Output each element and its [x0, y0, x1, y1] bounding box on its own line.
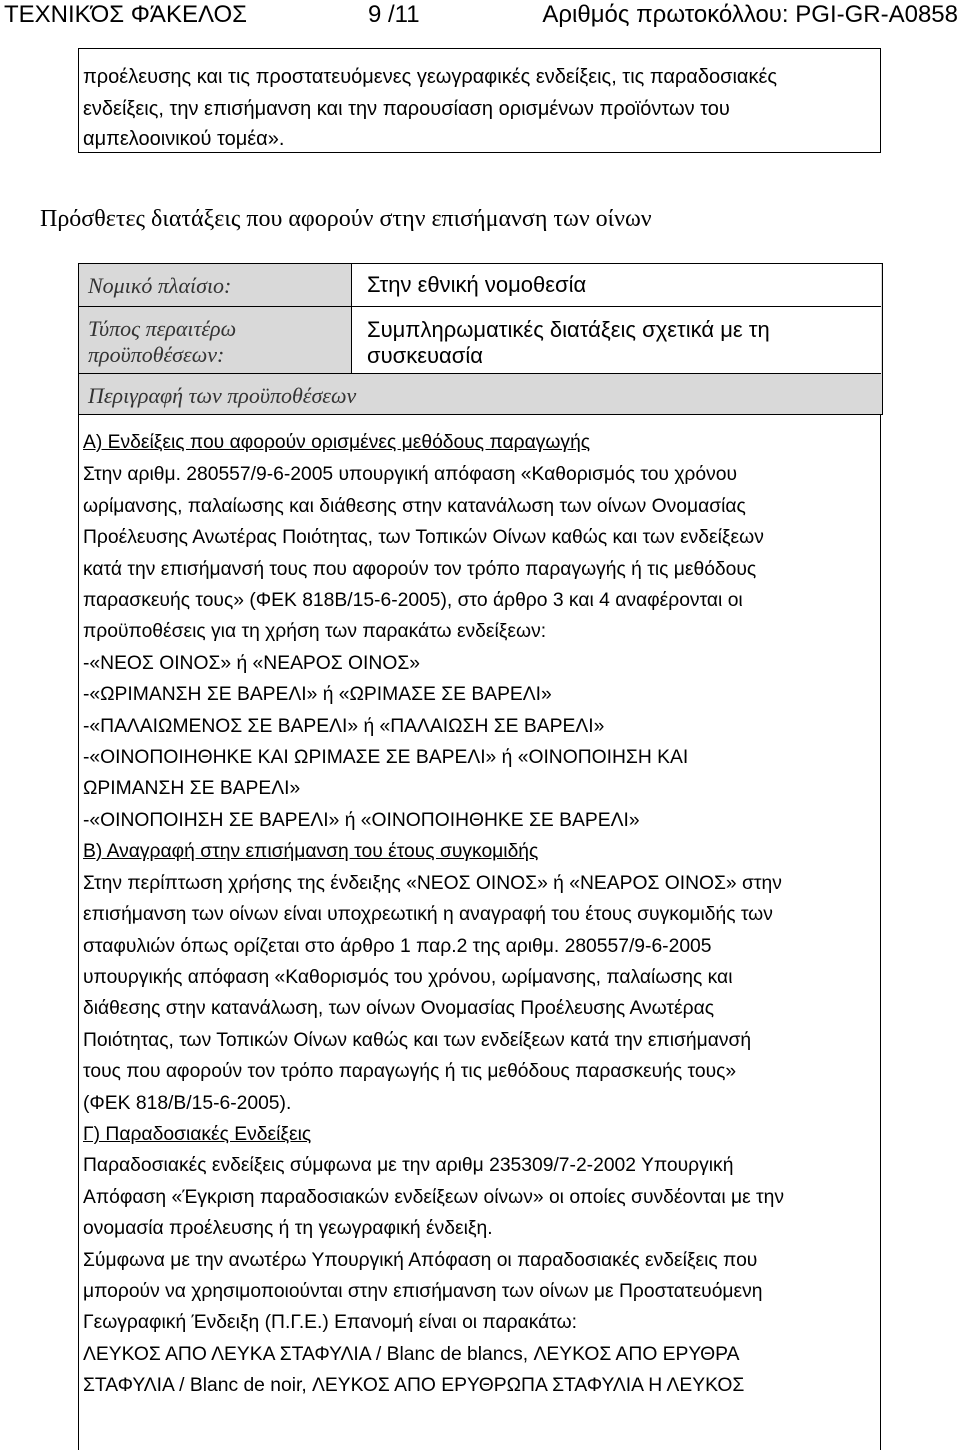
- conditions-table: [78, 263, 883, 415]
- subheading-b: Β) Αναγραφή στην επισήμανση του έτους συγκομιδής: [83, 841, 539, 862]
- document-type: ΤΕΧΝΙΚΌΣ ΦΆΚΕΛΟΣ: [4, 1, 247, 28]
- body-line: Γεωγραφική Ένδειξη (Π.Γ.Ε.) Επανομή είναι οι παρακάτω:: [83, 1312, 578, 1333]
- body-line: μπορούν να χρησιμοποιούνται στην επισήμανση των οίνων με Προστατευόμενη: [83, 1281, 763, 1302]
- body-line: επισήμανση των οίνων είναι υποχρεωτική η αναγραφή του έτους συγκομιδής των: [83, 904, 773, 925]
- subheading-a: Α) Ενδείξεις που αφορούν ορισμένες μεθόδους παραγωγής: [83, 432, 591, 453]
- intro-line: αμπελοοινικού τομέα».: [83, 128, 285, 150]
- body-line: ονομασία προέλευσης ή τη γεωγραφική ένδειξη.: [83, 1218, 493, 1239]
- list-item: -«ΩΡΙΜΑΝΣΗ ΣΕ ΒΑΡΕΛΙ» ή «ΩΡΙΜΑΣΕ ΣΕ ΒΑΡΕΛΙ»: [83, 684, 552, 705]
- page-number: 9 /11: [368, 1, 420, 28]
- description-label: Περιγραφή των προϋποθέσεων: [88, 383, 357, 408]
- body-line: κατά την επισήμανσή τους που αφορούν τον τρόπο παραγωγής ή τις μεθόδους: [83, 559, 757, 580]
- body-line: ΛΕΥΚΟΣ ΑΠΟ ΛΕΥΚΑ ΣΤΑΦΥΛΙΑ / Blanc de blancs, ΛΕΥΚΟΣ ΑΠΟ ΕΡΥΘΡΑ: [83, 1344, 740, 1365]
- list-item: -«ΝΕΟΣ ΟΙΝΟΣ» ή «ΝΕΑΡΟΣ ΟΙΝΟΣ»: [83, 653, 420, 674]
- intro-line: προέλευσης και τις προστατευόμενες γεωγραφικές ενδείξεις, τις παραδοσιακές: [83, 66, 778, 88]
- page-header: [0, 0, 960, 32]
- list-item: ΩΡΙΜΑΝΣΗ ΣΕ ΒΑΡΕΛΙ»: [83, 778, 301, 799]
- body-line: ΣΤΑΦΥΛΙΑ / Blanc de noir, ΛΕΥΚΟΣ ΑΠΟ ΕΡΥΘΡΩΠΑ ΣΤΑΦΥΛΙΑ Η ΛΕΥΚΟΣ: [83, 1375, 745, 1396]
- condition-type-value: συσκευασία: [367, 343, 483, 368]
- list-item: -«ΟΙΝΟΠΟΙΗΣΗ ΣΕ ΒΑΡΕΛΙ» ή «ΟΙΝΟΠΟΙΗΘΗΚΕ ΣΕ ΒΑΡΕΛΙ»: [83, 810, 640, 831]
- body-line: προϋποθέσεις για τη χρήση των παρακάτω ενδείξεων:: [83, 621, 547, 642]
- condition-type-value: Συμπληρωματικές διατάξεις σχετικά με τη: [367, 317, 770, 342]
- main-content: [78, 414, 881, 1450]
- intro-line: ενδείξεις, την επισήμανση και την παρουσίαση ορισμένων προϊόντων του: [83, 98, 730, 120]
- body-line: διάθεσης στην κατανάλωση, των οίνων Ονομασίας Προέλευσης Ανωτέρας: [83, 998, 715, 1019]
- intro-box: [78, 48, 881, 153]
- subheading-c: Γ) Παραδοσιακές Ενδείξεις: [83, 1124, 312, 1145]
- body-line: Σύμφωνα με την ανωτέρω Υπουργική Απόφαση οι παραδοσιακές ενδείξεις που: [83, 1250, 758, 1271]
- legal-framework-label: Νομικό πλαίσιο:: [88, 273, 232, 298]
- body-line: Παραδοσιακές ενδείξεις σύμφωνα με την αριθμ 235309/7-2-2002 Υπουργική: [83, 1155, 734, 1176]
- list-item: -«ΟΙΝΟΠΟΙΗΘΗΚΕ ΚΑΙ ΩΡΙΜΑΣΕ ΣΕ ΒΑΡΕΛΙ» ή «ΟΙΝΟΠΟΙΗΣΗ ΚΑΙ: [83, 747, 689, 768]
- body-line: παρασκευής τους» (ΦΕΚ 818Β/15-6-2005), στο άρθρο 3 και 4 αναφέρονται οι: [83, 590, 743, 611]
- row-divider: [79, 373, 881, 374]
- body-line: Στην αριθμ. 280557/9-6-2005 υπουργική απόφαση «Καθορισμός του χρόνου: [83, 464, 738, 485]
- list-item: -«ΠΑΛΑΙΩΜΕΝΟΣ ΣΕ ΒΑΡΕΛΙ» ή «ΠΑΛΑΙΩΣΗ ΣΕ ΒΑΡΕΛΙ»: [83, 716, 605, 737]
- body-line: τους που αφορούν τον τρόπο παραγωγής ή τις μεθόδους παρασκευής τους»: [83, 1061, 737, 1082]
- body-line: Ποιότητας, των Τοπικών Οίνων καθώς και των ενδείξεων κατά την επισήμανσή: [83, 1030, 752, 1051]
- condition-type-label: προϋποθέσεων:: [88, 342, 225, 367]
- body-line: Απόφαση «Έγκριση παραδοσιακών ενδείξεων οίνων» οι οποίες συνδέονται με την: [83, 1187, 785, 1208]
- protocol-number: Αριθμός πρωτοκόλλου: PGI-GR-A0858: [542, 1, 958, 28]
- condition-type-label: Τύπος περαιτέρω: [88, 316, 237, 341]
- row-divider: [79, 306, 881, 307]
- body-line: (ΦΕΚ 818/Β/15-6-2005).: [83, 1093, 292, 1114]
- body-line: ωρίμανσης, παλαίωσης και διάθεσης στην κατανάλωση των οίνων Ονομασίας: [83, 496, 746, 517]
- body-line: υπουργικής απόφαση «Καθορισμός του χρόνου, ωρίμανσης, παλαίωσης και: [83, 967, 733, 988]
- body-line: σταφυλιών όπως ορίζεται στο άρθρο 1 παρ.2 της αριθμ. 280557/9-6-2005: [83, 936, 712, 957]
- section-heading: Πρόσθετες διατάξεις που αφορούν στην επισήμανση των οίνων: [40, 206, 652, 232]
- legal-framework-value: Στην εθνική νομοθεσία: [367, 272, 587, 297]
- body-line: Προέλευσης Ανωτέρας Ποιότητας, των Τοπικών Οίνων καθώς και των ενδείξεων: [83, 527, 764, 548]
- body-line: Στην περίπτωση χρήσης της ένδειξης «ΝΕΟΣ ΟΙΝΟΣ» ή «ΝΕΑΡΟΣ ΟΙΝΟΣ» στην: [83, 873, 782, 894]
